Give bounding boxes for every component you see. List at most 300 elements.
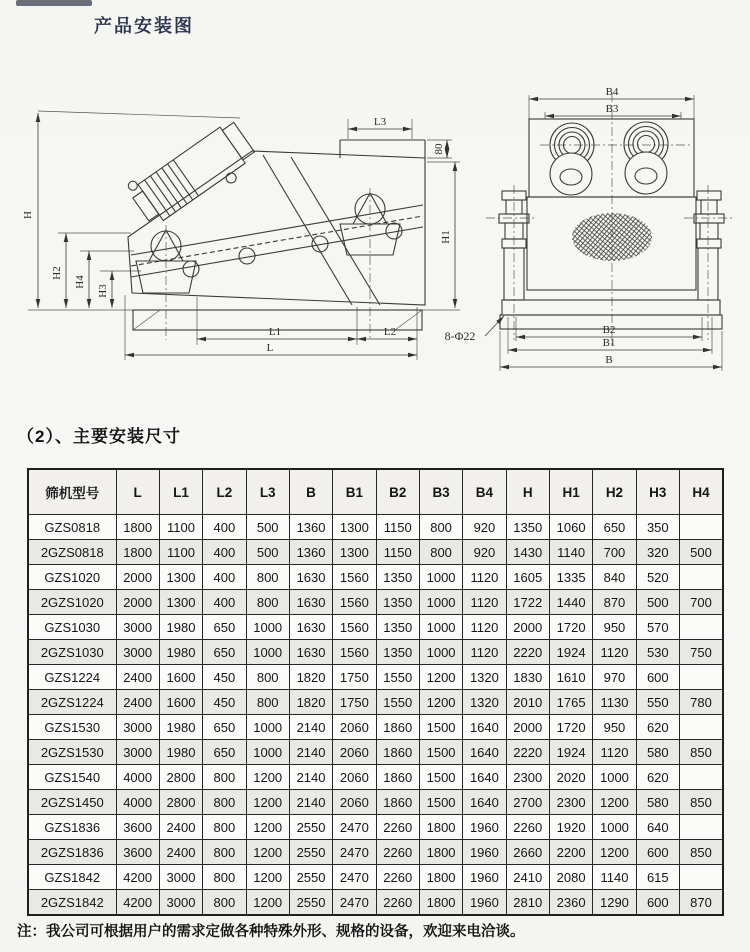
column-header: 筛机型号	[28, 469, 116, 515]
dimension-cell: 1610	[549, 665, 592, 690]
motor	[125, 114, 262, 235]
dimension-cell: 3000	[159, 865, 202, 890]
dimension-cell: 850	[679, 740, 723, 765]
dimension-cell: 700	[593, 540, 636, 565]
dimension-cell: 1000	[593, 765, 636, 790]
dimension-cell	[679, 565, 723, 590]
dimension-cell: 2800	[159, 790, 202, 815]
dimension-cell: 1320	[463, 690, 506, 715]
dimension-cell: 1360	[289, 515, 332, 540]
dimension-cell: 2140	[289, 740, 332, 765]
dimension-cell: 1722	[506, 590, 549, 615]
dimension-cell: 640	[636, 815, 679, 840]
dimension-cell: 1750	[333, 665, 376, 690]
side-bracket-right	[694, 191, 724, 248]
dimension-cell: 1100	[159, 540, 202, 565]
dimension-cell: 1000	[246, 640, 289, 665]
column-header: L1	[159, 469, 202, 515]
dimension-cell: 520	[636, 565, 679, 590]
dimension-cell: 1640	[463, 740, 506, 765]
dimension-cell: 1120	[463, 565, 506, 590]
dimension-cell: 1560	[333, 640, 376, 665]
dimension-cell: 400	[203, 540, 246, 565]
model-cell: GZS1224	[28, 665, 116, 690]
dimension-cell: 800	[203, 765, 246, 790]
dimension-cell: 1820	[289, 665, 332, 690]
dimension-cell: 2260	[506, 815, 549, 840]
dimension-cell: 620	[636, 765, 679, 790]
dimension-cell: 580	[636, 790, 679, 815]
dimension-cell: 750	[679, 640, 723, 665]
dimension-cell: 4200	[116, 865, 159, 890]
dimension-cell: 1140	[593, 865, 636, 890]
dimension-cell: 2060	[333, 765, 376, 790]
dimension-cell: 800	[246, 590, 289, 615]
dimension-cell: 950	[593, 615, 636, 640]
model-cell: 2GZS1030	[28, 640, 116, 665]
dimension-cell: 1000	[419, 565, 462, 590]
model-cell: 2GZS1836	[28, 840, 116, 865]
dimension-cell: 2200	[549, 840, 592, 865]
page-title: 产品安装图	[94, 16, 194, 36]
dim-label-80: 80	[433, 143, 445, 155]
dimension-cell: 2220	[506, 740, 549, 765]
table-row	[28, 815, 723, 840]
dimension-cell: 2400	[159, 815, 202, 840]
model-cell: 2GZS0818	[28, 540, 116, 565]
dimension-cell: 2550	[289, 840, 332, 865]
dimension-cell: 1060	[549, 515, 592, 540]
dimension-cell: 2000	[506, 715, 549, 740]
dimension-cell: 1100	[159, 515, 202, 540]
dimension-cell: 1360	[289, 540, 332, 565]
dimension-cell: 2470	[333, 840, 376, 865]
dimension-cell: 1800	[419, 815, 462, 840]
footnote: 注：我公司可根据用户的需求定做各种特殊外形、规格的设备，欢迎来电洽谈。	[17, 924, 525, 940]
dimension-cell: 320	[636, 540, 679, 565]
dimension-cell: 400	[203, 590, 246, 615]
dimension-cell: 2400	[116, 665, 159, 690]
table-row	[28, 565, 723, 590]
dim-label-h4: H4	[74, 275, 86, 289]
dimension-cell: 1000	[246, 740, 289, 765]
dimension-cell: 2300	[506, 765, 549, 790]
dimension-cell: 1200	[246, 815, 289, 840]
dimension-cell: 920	[463, 540, 506, 565]
model-cell: 2GZS1020	[28, 590, 116, 615]
dimension-cell: 2400	[116, 690, 159, 715]
dimension-cell: 650	[203, 715, 246, 740]
dimension-cell: 2470	[333, 865, 376, 890]
dimension-cell: 1200	[246, 765, 289, 790]
dimension-cell: 1800	[116, 540, 159, 565]
dimension-cell: 1320	[463, 665, 506, 690]
model-cell: GZS1030	[28, 615, 116, 640]
dimension-cell: 2550	[289, 815, 332, 840]
dimension-cell: 1800	[419, 865, 462, 890]
dimension-cell: 1860	[376, 740, 419, 765]
column-header: L3	[246, 469, 289, 515]
dimension-cell: 1765	[549, 690, 592, 715]
dimension-cell: 1630	[289, 615, 332, 640]
dimension-cell: 450	[203, 690, 246, 715]
dimension-cell: 2140	[289, 790, 332, 815]
column-header: B2	[376, 469, 419, 515]
dimension-cell: 3000	[159, 890, 202, 916]
dimension-cell: 1200	[246, 890, 289, 916]
dimension-cell: 400	[203, 565, 246, 590]
dimension-cell: 2220	[506, 640, 549, 665]
dimension-cell: 2470	[333, 815, 376, 840]
dimension-cell: 1500	[419, 790, 462, 815]
dimension-cell: 650	[593, 515, 636, 540]
table-row	[28, 590, 723, 615]
column-header: L	[116, 469, 159, 515]
dimension-cell: 1560	[333, 590, 376, 615]
dimension-cell: 1960	[463, 865, 506, 890]
model-cell: 2GZS1842	[28, 890, 116, 916]
dimension-cell: 850	[679, 840, 723, 865]
dimension-cell: 500	[636, 590, 679, 615]
spring-support-left	[136, 230, 199, 293]
dimension-cell: 800	[203, 865, 246, 890]
dim-label-l2: L2	[383, 326, 397, 338]
side-view	[22, 111, 460, 360]
table-row	[28, 690, 723, 715]
dimension-cell: 500	[679, 540, 723, 565]
column-header: H3	[636, 469, 679, 515]
dimension-cell: 650	[203, 740, 246, 765]
dim-label-b2: B2	[602, 324, 616, 336]
dimension-cell: 1350	[376, 615, 419, 640]
dim-label-l3: L3	[373, 116, 387, 128]
dimension-cell: 970	[593, 665, 636, 690]
dimension-cell: 2000	[116, 565, 159, 590]
dim-label-b: B	[605, 354, 613, 366]
dimension-cell: 1924	[549, 640, 592, 665]
dimension-cell	[679, 765, 723, 790]
dimension-cell: 1980	[159, 640, 202, 665]
dimension-cell: 800	[203, 890, 246, 916]
dimension-cell: 2010	[506, 690, 549, 715]
dimension-cell: 1120	[463, 590, 506, 615]
dimension-cell: 1630	[289, 565, 332, 590]
dimension-cell: 1350	[506, 515, 549, 540]
dimension-cell: 1500	[419, 765, 462, 790]
dimension-cell: 4000	[116, 765, 159, 790]
dimension-cell: 1430	[506, 540, 549, 565]
dimension-cell: 500	[246, 540, 289, 565]
dimension-cell: 2810	[506, 890, 549, 916]
dim-label-l1: L1	[268, 326, 282, 338]
dimension-cell: 3000	[116, 615, 159, 640]
dimension-cell: 1550	[376, 665, 419, 690]
dimensions-table	[27, 468, 724, 916]
dimension-cell: 1120	[463, 640, 506, 665]
dimension-cell: 850	[679, 790, 723, 815]
table-row	[28, 765, 723, 790]
dimension-cell: 1200	[593, 840, 636, 865]
column-header: H	[506, 469, 549, 515]
dimension-cell: 2140	[289, 765, 332, 790]
dimension-cell: 1720	[549, 715, 592, 740]
dimension-cell: 570	[636, 615, 679, 640]
model-cell: GZS1020	[28, 565, 116, 590]
dimension-cell: 2360	[549, 890, 592, 916]
table-row	[28, 865, 723, 890]
dimension-cell: 1960	[463, 840, 506, 865]
dimension-cell: 950	[593, 715, 636, 740]
dimension-cell: 1630	[289, 590, 332, 615]
dimension-cell: 2550	[289, 890, 332, 916]
dimension-cell: 550	[636, 690, 679, 715]
column-header: H2	[593, 469, 636, 515]
dimension-cell: 1500	[419, 715, 462, 740]
dimension-cell: 1300	[159, 565, 202, 590]
model-cell: 2GZS1530	[28, 740, 116, 765]
dimension-cell: 1000	[419, 590, 462, 615]
table-row	[28, 515, 723, 540]
dimension-cell: 840	[593, 565, 636, 590]
dimension-cell	[679, 715, 723, 740]
dimension-cell: 700	[679, 590, 723, 615]
dimension-cell: 1500	[419, 740, 462, 765]
dimension-cell: 650	[203, 640, 246, 665]
dimension-cell: 3000	[116, 715, 159, 740]
column-header: B3	[419, 469, 462, 515]
dimension-cell: 1350	[376, 640, 419, 665]
model-cell: GZS1842	[28, 865, 116, 890]
dimension-cell: 1720	[549, 615, 592, 640]
dimension-cell: 1000	[246, 715, 289, 740]
dimension-cell: 1200	[246, 790, 289, 815]
dimension-cell: 1335	[549, 565, 592, 590]
dimension-cell: 2080	[549, 865, 592, 890]
dimension-cell: 1440	[549, 590, 592, 615]
dimension-cell: 3600	[116, 840, 159, 865]
dimension-cell: 2260	[376, 890, 419, 916]
table-row	[28, 740, 723, 765]
spring-support-right	[340, 193, 402, 255]
dimension-cell: 1550	[376, 690, 419, 715]
dim-label-h1: H1	[440, 230, 452, 244]
dimension-cell: 1000	[246, 615, 289, 640]
dimension-cell: 2470	[333, 890, 376, 916]
dimension-cell: 2060	[333, 715, 376, 740]
dimension-cell: 1200	[593, 790, 636, 815]
table-header-row	[28, 469, 723, 515]
dimensions-table-body	[28, 515, 723, 916]
dimension-cell	[679, 665, 723, 690]
dimension-cell: 1960	[463, 815, 506, 840]
dimension-cell: 4000	[116, 790, 159, 815]
dimension-cell: 2260	[376, 840, 419, 865]
dimension-cell: 1860	[376, 790, 419, 815]
dimension-cell: 3000	[116, 740, 159, 765]
column-header: B4	[463, 469, 506, 515]
dimension-cell: 1750	[333, 690, 376, 715]
dimension-cell: 2410	[506, 865, 549, 890]
table-row	[28, 615, 723, 640]
dimension-cell: 650	[203, 615, 246, 640]
dimension-cell: 1140	[549, 540, 592, 565]
table-row	[28, 890, 723, 916]
dimension-cell: 1290	[593, 890, 636, 916]
table-row	[28, 665, 723, 690]
dimension-cell: 1640	[463, 715, 506, 740]
screen-mesh	[572, 213, 652, 261]
dimension-cell: 1980	[159, 715, 202, 740]
dim-label-b3: B3	[605, 103, 619, 115]
table-row	[28, 715, 723, 740]
dimension-cell: 2260	[376, 815, 419, 840]
dim-label-b1: B1	[602, 337, 616, 349]
dimension-cell	[679, 815, 723, 840]
dimension-cell: 1300	[333, 515, 376, 540]
dimension-cell	[679, 515, 723, 540]
dimension-cell: 1600	[159, 665, 202, 690]
dimension-cell: 1980	[159, 740, 202, 765]
column-header: B	[289, 469, 332, 515]
dimension-cell: 1000	[593, 815, 636, 840]
dimension-cell: 350	[636, 515, 679, 540]
dimension-cell: 1130	[593, 690, 636, 715]
dimension-cell: 1200	[419, 665, 462, 690]
model-cell: GZS1836	[28, 815, 116, 840]
dimension-cell: 800	[203, 815, 246, 840]
dimension-cell: 615	[636, 865, 679, 890]
dimension-cell: 800	[246, 665, 289, 690]
dimension-cell	[679, 865, 723, 890]
dimension-cell: 2800	[159, 765, 202, 790]
model-cell: 2GZS1224	[28, 690, 116, 715]
model-cell: GZS1530	[28, 715, 116, 740]
dimension-cell: 1600	[159, 690, 202, 715]
dimension-cell: 800	[419, 515, 462, 540]
dimension-cell: 1980	[159, 615, 202, 640]
end-view	[445, 86, 734, 371]
dimension-cell: 600	[636, 890, 679, 916]
model-cell: GZS0818	[28, 515, 116, 540]
dimension-cell: 2400	[159, 840, 202, 865]
dimension-cell: 870	[593, 590, 636, 615]
dimension-cell: 4200	[116, 890, 159, 916]
dimension-cell: 1120	[593, 740, 636, 765]
dimension-cell: 1800	[419, 890, 462, 916]
dimension-cell: 1640	[463, 765, 506, 790]
dimension-cell: 1350	[376, 565, 419, 590]
dim-label-h3: H3	[97, 284, 109, 298]
dimension-cell: 1605	[506, 565, 549, 590]
column-header: L2	[203, 469, 246, 515]
dimension-cell: 2660	[506, 840, 549, 865]
dimension-cell: 2000	[506, 615, 549, 640]
installation-diagram	[0, 55, 750, 400]
dimension-cell: 1560	[333, 615, 376, 640]
dimension-cell: 1120	[463, 615, 506, 640]
holes-label: 8-Φ22	[444, 329, 476, 343]
dim-label-h2: H2	[51, 266, 63, 280]
table-row	[28, 540, 723, 565]
dimension-cell: 800	[246, 565, 289, 590]
dimension-cell: 800	[246, 690, 289, 715]
table-row	[28, 840, 723, 865]
dimension-cell: 1200	[246, 865, 289, 890]
dimension-cell: 1300	[159, 590, 202, 615]
model-cell: GZS1540	[28, 765, 116, 790]
table-row	[28, 790, 723, 815]
dimension-cell: 1350	[376, 590, 419, 615]
dimension-cell: 1800	[116, 515, 159, 540]
dimension-cell: 800	[203, 840, 246, 865]
dimension-cell: 620	[636, 715, 679, 740]
dimension-cell: 1960	[463, 890, 506, 916]
column-header: H4	[679, 469, 723, 515]
dimension-cell: 2060	[333, 790, 376, 815]
dimension-cell: 3600	[116, 815, 159, 840]
dimension-cell: 1300	[333, 540, 376, 565]
dimension-cell: 1820	[289, 690, 332, 715]
dimension-cell: 1200	[246, 840, 289, 865]
model-cell: 2GZS1450	[28, 790, 116, 815]
dimension-cell: 450	[203, 665, 246, 690]
table-row	[28, 640, 723, 665]
dimension-cell: 2140	[289, 715, 332, 740]
dimension-cell: 1830	[506, 665, 549, 690]
dimension-cell: 800	[419, 540, 462, 565]
dimension-cell: 530	[636, 640, 679, 665]
dimension-cell: 2550	[289, 865, 332, 890]
dimension-cell: 870	[679, 890, 723, 916]
dimension-cell: 1860	[376, 765, 419, 790]
dimension-cell: 500	[246, 515, 289, 540]
dimension-cell	[679, 615, 723, 640]
column-header: H1	[549, 469, 592, 515]
section-heading: （2）、主要安装尺寸	[17, 427, 181, 446]
dimension-cell: 2060	[333, 740, 376, 765]
dimension-cell: 1920	[549, 815, 592, 840]
dimension-cell: 780	[679, 690, 723, 715]
dimension-cell: 2300	[549, 790, 592, 815]
dimension-cell: 1800	[419, 840, 462, 865]
dimension-cell: 1120	[593, 640, 636, 665]
dimension-cell: 800	[203, 790, 246, 815]
dimension-cell: 1150	[376, 515, 419, 540]
dimension-cell: 1630	[289, 640, 332, 665]
dimension-cell: 2700	[506, 790, 549, 815]
dimension-cell: 1000	[419, 615, 462, 640]
dimension-cell: 2020	[549, 765, 592, 790]
dimension-cell: 1640	[463, 790, 506, 815]
dimension-cell: 2000	[116, 590, 159, 615]
dimension-cell: 1150	[376, 540, 419, 565]
dimension-cell: 1000	[419, 640, 462, 665]
dimension-cell: 600	[636, 665, 679, 690]
dimension-cell: 1924	[549, 740, 592, 765]
dimension-cell: 1200	[419, 690, 462, 715]
column-header: B1	[333, 469, 376, 515]
dim-label-h: H	[22, 211, 34, 219]
pulley-right	[624, 122, 668, 194]
dimension-cell: 600	[636, 840, 679, 865]
dim-label-b4: B4	[605, 86, 619, 98]
dimension-cell: 2260	[376, 865, 419, 890]
dim-label-l: L	[266, 342, 274, 354]
dimension-cell: 580	[636, 740, 679, 765]
pulley-left	[550, 123, 594, 195]
dimension-cell: 1560	[333, 565, 376, 590]
dimension-cell: 400	[203, 515, 246, 540]
